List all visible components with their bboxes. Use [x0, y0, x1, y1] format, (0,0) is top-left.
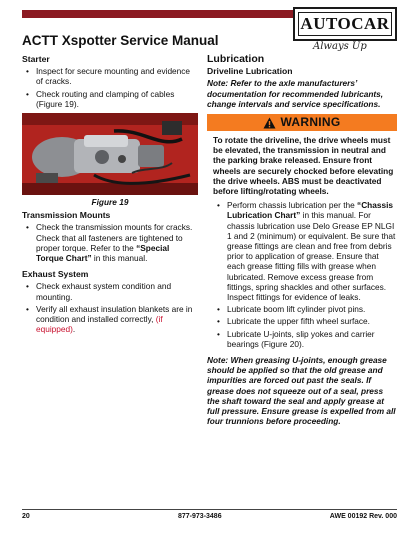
- starter-list: [22, 66, 198, 109]
- logo-text: AUTOCAR: [300, 14, 390, 33]
- autocar-logo: [293, 7, 397, 57]
- list-item: • Check routing and clamping of cables (Figure 19).: [22, 89, 198, 109]
- page-title: ACTT Xspotter Service Manual: [22, 33, 219, 48]
- list-item: • Check exhaust system condition and mounting.: [22, 281, 198, 301]
- u-joint-note: Note: When greasing U-joints, enough grease should be applied so that the old grease and impurities are forced out past the seals. If grease does not squeeze out of a seal, press the shaft toward the seal and apply grease at full pressure. Ensure grease is expelled from all four trunnions before proceeding.: [207, 355, 396, 427]
- footer-doc-id: AWE 00192 Rev. 000: [329, 513, 397, 520]
- list-item: [213, 200, 397, 302]
- transmission-list: [22, 222, 198, 263]
- list-item: • Inspect for secure mounting and evidence of cracks.: [22, 66, 198, 86]
- starter-motor-photo: [22, 113, 198, 195]
- starter-heading: Starter: [22, 54, 50, 64]
- lubrication-heading: Lubrication: [207, 53, 265, 65]
- chassis-lubrication-chart-ref: “Chassis Lubrication Chart”: [227, 200, 394, 221]
- driveline-lubrication-subheading: Driveline Lubrication: [207, 66, 293, 77]
- exhaust-text: Verify all exhaust insulation blankets are in condition and installed correctly,: [36, 303, 193, 325]
- list-item: [22, 304, 198, 335]
- warning-banner: [207, 114, 397, 131]
- warning-triangle-icon: [263, 117, 276, 129]
- list-item: • Lubricate U-joints, slip yokes and carrier bearings (Figure 20).: [213, 329, 397, 349]
- if-equipped-note: (if equipped): [36, 314, 163, 335]
- page-number: 20: [22, 513, 30, 520]
- transmission-heading: Transmission Mounts: [22, 210, 111, 221]
- warning-text: To rotate the driveline, the drive wheels must be elevated, the transmission in neutral and the parking brake released. Ensure front wheels are securely chocked before elevating the drive wheels. ABS must be deactivated before lifting/rotating wheels.: [213, 135, 394, 197]
- list-item: [22, 222, 198, 263]
- header-bar: [22, 10, 322, 18]
- logo-badge: [293, 7, 397, 41]
- transmission-text: Check the transmission mounts for cracks. Check that all fasteners are tightened to proper torque. Refer to the: [36, 222, 193, 253]
- left-column: [22, 54, 198, 336]
- footer-phone: 877-973-3486: [178, 513, 222, 520]
- list-item: • Lubricate the upper fifth wheel surface.: [213, 316, 397, 326]
- right-column: [207, 54, 397, 427]
- figure-caption: Figure 19: [91, 197, 129, 208]
- axle-note: Note: Refer to the axle manufacturers’ documentation for recommended lubricants, change intervals and service specifications.: [207, 78, 384, 109]
- transmission-text-end: in this manual.: [91, 253, 148, 264]
- lubrication-list: [207, 200, 397, 349]
- warning-label: WARNING: [280, 115, 341, 130]
- exhaust-text-end: .: [72, 324, 76, 335]
- list-item: • Lubricate boom lift cylinder pivot pins.: [213, 304, 397, 314]
- chassis-lube-text-end: in this manual. For chassis lubrication use Delo Grease EP NLGI 1 and 2 (minimum) or equivalent. Be sure that grease fittings are clean and free from debris prior to application of grease. Ensure that each grease fitting fills with grease when lubricated. Remove excess grease from fittings, spring shackles and other surfaces. Inspect fittings for evidence of leaks.: [227, 210, 396, 303]
- special-torque-chart-ref: “Special Torque Chart”: [36, 242, 170, 264]
- footer-divider: [22, 509, 397, 510]
- chassis-lube-text: Perform chassis lubrication per the: [227, 200, 358, 211]
- exhaust-heading: Exhaust System: [22, 269, 89, 280]
- logo-tagline: Always Up: [313, 41, 367, 52]
- exhaust-list: [22, 281, 198, 334]
